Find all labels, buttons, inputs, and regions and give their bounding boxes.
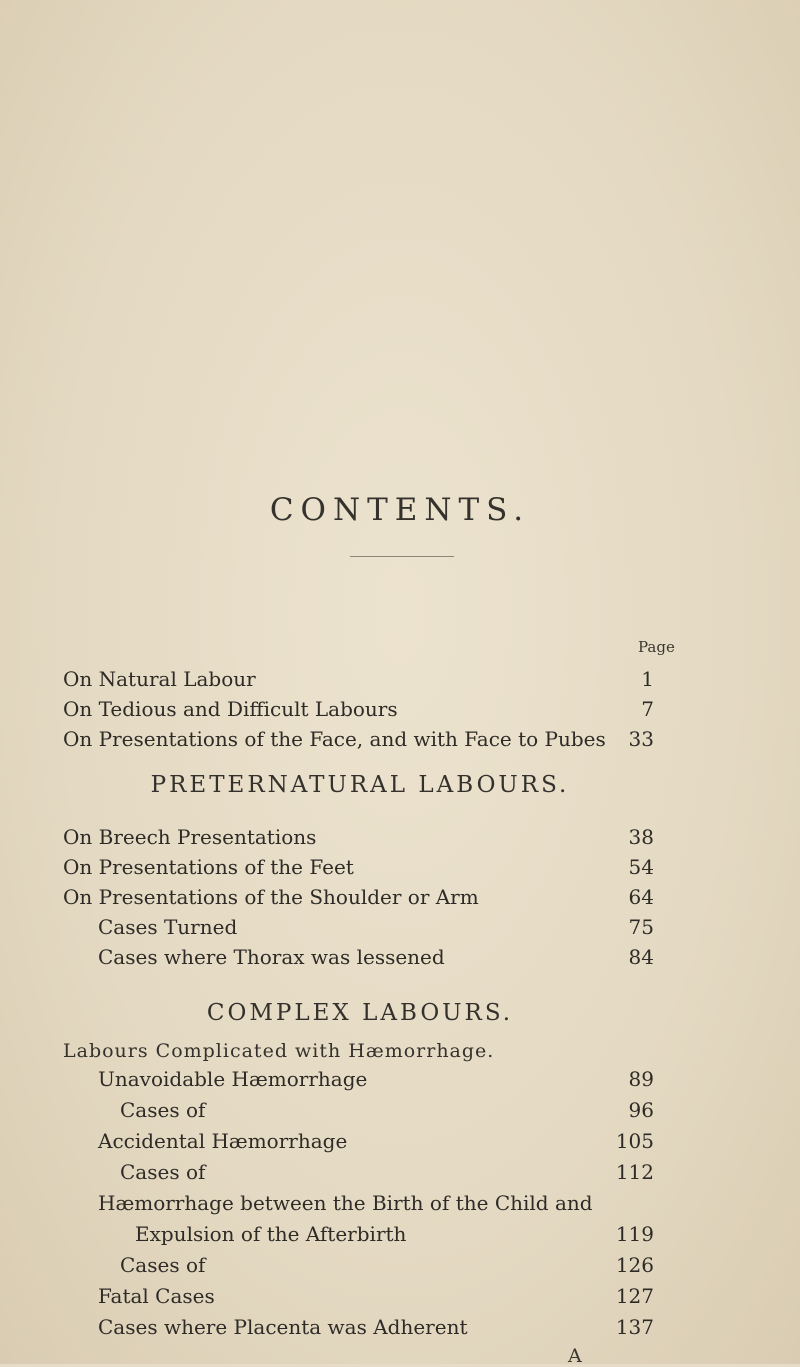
toc-entry (0, 1250, 800, 1280)
entry-label: Hæmorrhage between the Birth of the Child and (98, 1191, 593, 1215)
entry-page: 127 (615, 1284, 654, 1308)
entry-label: On Natural Labour (63, 667, 256, 691)
entry-label: Unavoidable Hæmorrhage (98, 1067, 368, 1091)
entry-page: 33 (628, 727, 654, 751)
entry-label: Cases where Placenta was Adherent (98, 1315, 468, 1339)
entry-label: On Presentations of the Face, and with Face to Pubes (63, 727, 606, 751)
toc-entry (0, 724, 800, 754)
entry-page: 96 (628, 1098, 654, 1122)
entry-page: 119 (615, 1222, 654, 1246)
toc-entry (0, 852, 800, 882)
entry-label: On Tedious and Difficult Labours (63, 697, 398, 721)
entry-label: Cases of (120, 1160, 206, 1184)
entry-page: 126 (615, 1253, 654, 1277)
toc-entry (0, 1064, 800, 1094)
entry-label: Cases of (120, 1253, 206, 1277)
entry-page: 1 (641, 667, 654, 691)
entry-page: 89 (628, 1067, 654, 1091)
page-title: CONTENTS. (269, 492, 531, 528)
entry-page: 38 (628, 825, 654, 849)
entry-page: 112 (615, 1160, 654, 1184)
section-heading-complex: COMPLEX LABOURS. (206, 1000, 514, 1026)
entry-label: Cases where Thorax was lessened (98, 945, 445, 969)
section-heading-preternatural: PRETERNATURAL LABOURS. (150, 772, 570, 798)
entry-label: On Presentations of the Feet (63, 855, 354, 879)
entry-page: 7 (641, 697, 654, 721)
toc-entry (0, 942, 800, 972)
toc-entry (0, 822, 800, 852)
signature-mark: A (568, 1345, 582, 1367)
entry-label: On Presentations of the Shoulder or Arm (63, 885, 479, 909)
entry-label: Fatal Cases (98, 1284, 215, 1308)
toc-entry (0, 1281, 800, 1311)
entry-page: 64 (628, 885, 654, 909)
toc-entry (0, 1188, 800, 1218)
page-column-header: Page (638, 638, 675, 656)
toc-entry (0, 1095, 800, 1125)
entry-label: Cases Turned (98, 915, 238, 939)
entry-page: 105 (615, 1129, 654, 1153)
toc-entry (0, 1219, 800, 1249)
toc-entry (0, 1126, 800, 1156)
toc-entry (0, 664, 800, 694)
subsection-heading: Labours Complicated with Hæmorrhage. (63, 1040, 495, 1062)
toc-entry (0, 694, 800, 724)
title-rule (350, 556, 454, 557)
entry-label: Cases of (120, 1098, 206, 1122)
entry-page: 84 (628, 945, 654, 969)
entry-page: 54 (628, 855, 654, 879)
entry-label: On Breech Presentations (63, 825, 317, 849)
entry-label: Expulsion of the Afterbirth (135, 1222, 407, 1246)
toc-entry (0, 882, 800, 912)
toc-entry (0, 1157, 800, 1187)
toc-entry (0, 1312, 800, 1342)
toc-entry (0, 912, 800, 942)
entry-page: 75 (628, 915, 654, 939)
entry-page: 137 (615, 1315, 654, 1339)
entry-label: Accidental Hæmorrhage (98, 1129, 348, 1153)
